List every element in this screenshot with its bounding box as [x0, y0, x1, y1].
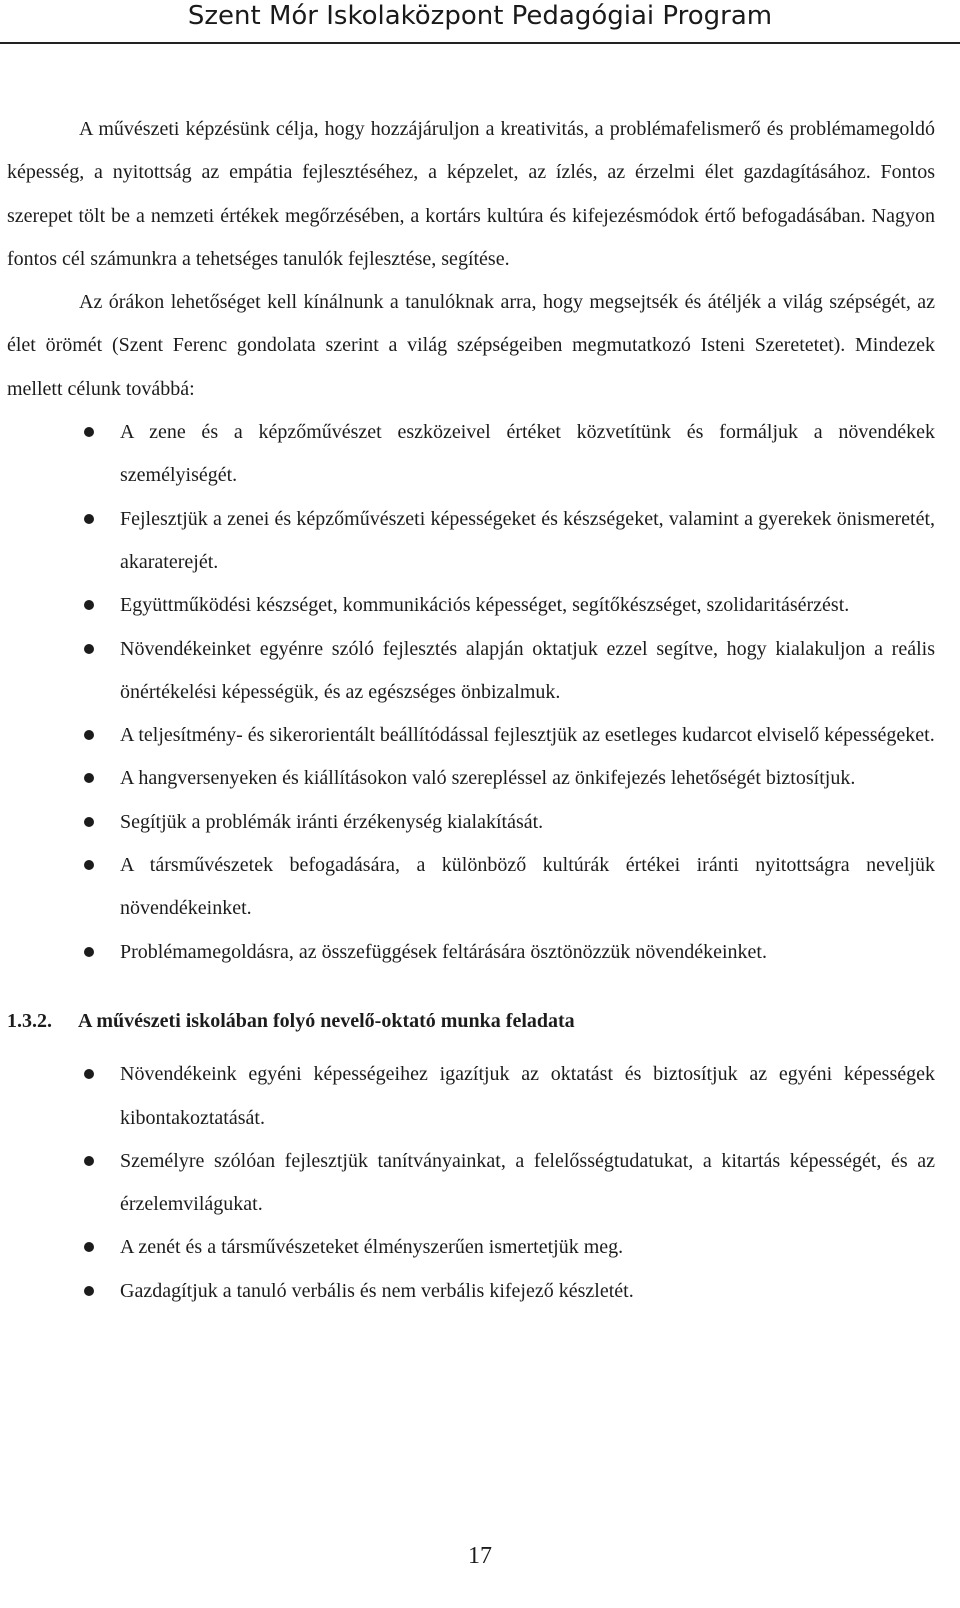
list-item	[7, 1140, 935, 1227]
list-item-text: Személyre szólóan fejlesztjük tanítványainkat, a felelősségtudatukat, a kitartás képességét, és az érzelemvilágukat.	[120, 1149, 935, 1216]
list-item	[7, 757, 935, 800]
list-item	[7, 801, 935, 844]
goals-list	[7, 411, 935, 974]
intro-paragraph: A művészeti képzésünk célja, hogy hozzájáruljon a kreativitás, a problémafelismerő és problémamegoldó képesség, a nyitottság az empátia fejlesztéséhez, a képzelet, az ízlés, az érzelmi élet gazdagításához. Fontos szerepet tölt be a nemzeti értékek megőrzésében, a kortárs kultúra és kifejezésmódok értő befogadásában. Nagyon fontos cél számunkra a tehetséges tanulók fejlesztése, segítése.	[7, 118, 935, 270]
list-item	[7, 1226, 935, 1269]
goals-intro-paragraph: Az órákon lehetőséget kell kínálnunk a tanulóknak arra, hogy megsejtsék és átéljék a világ szépségét, az élet örömét (Szent Ferenc gondolata szerint a világ szépségeiben megmutatkozó Isteni Szeretetet). Mindezek mellett célunk továbbá:	[7, 291, 935, 400]
list-item	[7, 584, 935, 627]
page-body	[7, 108, 935, 1313]
list-item	[7, 628, 935, 715]
list-item-text: Növendékeinket egyénre szóló fejlesztés alapján oktatjuk ezzel segítve, hogy kialakuljon a reális önértékelési képességük, és az egészséges önbizalmuk.	[120, 637, 935, 703]
list-item	[7, 714, 935, 757]
list-item-text: A hangversenyeken és kiállításokon való szerepléssel az önkifejezés lehetőségét biztosítjuk.	[120, 767, 856, 790]
list-item-text: A teljesítmény- és sikerorientált beállítódással fejlesztjük az esetleges kudarcot elviselő képességeket.	[120, 724, 935, 747]
list-item-text: Fejlesztjük a zenei és képzőművészeti képességeket és készségeket, valamint a gyerekek önismeretét, akaraterejét.	[120, 507, 935, 573]
bullet-icon	[84, 1069, 94, 1079]
header-divider	[0, 42, 960, 44]
bullet-icon	[84, 860, 94, 870]
header-title: Szent Mór Iskolaközpont Pedagógiai Program	[187, 1, 773, 31]
bullet-icon	[84, 817, 94, 827]
section-heading	[7, 1000, 935, 1043]
list-item-text: Segítjük a problémák iránti érzékenység kialakítását.	[120, 810, 544, 833]
list-item-text: Növendékeink egyéni képességeihez igazítjuk az oktatást és biztosítjuk az egyéni képességek kibontakoztatását.	[120, 1063, 935, 1129]
section-number: 1.3.2.	[7, 1009, 52, 1032]
list-item	[7, 844, 935, 931]
list-item	[7, 411, 935, 498]
bullet-icon	[84, 427, 94, 437]
list-item	[7, 931, 935, 974]
list-item	[7, 1270, 935, 1313]
bullet-icon	[84, 1242, 94, 1252]
bullet-icon	[84, 730, 94, 740]
bullet-icon	[84, 773, 94, 783]
list-item	[7, 498, 935, 585]
bullet-icon	[84, 514, 94, 524]
list-item-text: A zenét és a társművészeteket élményszerűen ismertetjük meg.	[120, 1236, 624, 1259]
list-item-text: Gazdagítjuk a tanuló verbális és nem verbális kifejező készletét.	[120, 1279, 634, 1302]
list-item	[7, 1053, 935, 1140]
page-number: 17	[468, 1543, 492, 1569]
list-item-text: A társművészetek befogadására, a különböző kultúrák értékei iránti nyitottságra neveljük növendékeinket.	[120, 854, 935, 920]
bullet-icon	[84, 644, 94, 654]
list-item-text: Problémamegoldásra, az összefüggések feltárására ösztönözzük növendékeinket.	[120, 940, 767, 963]
bullet-icon	[84, 947, 94, 957]
bullet-icon	[84, 600, 94, 610]
page-header	[0, 0, 960, 47]
section-title: A művészeti iskolában folyó nevelő-oktató munka feladata	[78, 1009, 575, 1032]
bullet-icon	[84, 1286, 94, 1296]
list-item-text: A zene és a képzőművészet eszközeivel értéket közvetítünk és formáljuk a növendékek személyiségét.	[120, 421, 935, 487]
tasks-list	[7, 1053, 935, 1313]
list-item-text: Együttműködési készséget, kommunikációs képességet, segítőkészséget, szolidaritásérzést.	[120, 594, 850, 617]
bullet-icon	[84, 1156, 94, 1166]
